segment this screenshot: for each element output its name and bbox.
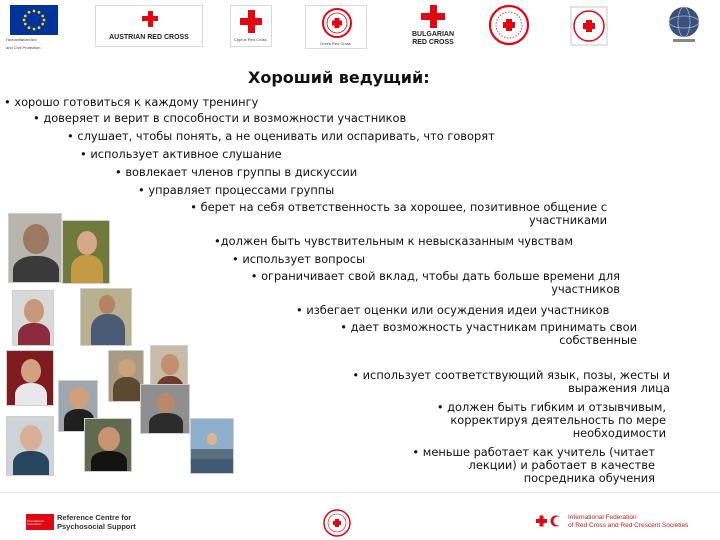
bullet-item: • ограничивает свой вклад, чтобы дать больше времени для участников [250, 269, 620, 296]
ifrc-line2: of Red Cross and Red Crescent Societies [568, 522, 689, 529]
bullet-item: • должен быть гибким и отзывчивым, корректируя деятельность по мере необходимости [436, 400, 666, 440]
red-cross-shield-icon [568, 4, 610, 48]
bullet-item: • избегает оценки или осуждения идеи участников [296, 303, 610, 317]
bullet-item: •должен быть чувствительным к невысказанным чувствам [214, 234, 573, 248]
globe-icon [665, 4, 703, 44]
bulgarian-line2: RED CROSS [412, 39, 454, 46]
red-cross-emblem-icon [306, 7, 368, 41]
bulgarian-red-cross-logo [407, 2, 459, 48]
cyprus-caption: Cyprus Red Cross [234, 37, 267, 42]
bullet-item: • слушает, чтобы понять, а не оценивать или оспаривать, что говорят [67, 129, 495, 143]
greek-caption: Greek Red Cross [320, 41, 351, 46]
participant-photo [6, 416, 54, 476]
red-cross-icon-v [248, 10, 255, 33]
bullet-item: • использует соответствующий язык, позы, жесты и выражения лица [352, 368, 670, 395]
participant-photo [140, 384, 190, 434]
bullet-item: • меньше работает как учитель (читает лекции) и работает в качестве посредника обучения [412, 445, 655, 485]
bullet-item: • вовлекает членов группы в дискуссии [115, 165, 358, 179]
ifrc-line1: International Federation [568, 514, 637, 521]
red-cross-icon-v [148, 11, 153, 27]
red-cross-crescent-icon [535, 514, 565, 528]
cyprus-red-cross-logo [230, 5, 272, 47]
eu-caption-2: and Civil Protection [6, 45, 41, 50]
austrian-red-cross-logo [95, 5, 203, 47]
footer-divider [0, 492, 720, 493]
bullet-item: • берет на себя ответственность за хорошее, позитивное общение с участниками [190, 200, 607, 227]
reference-centre-line2: Psychosocial Support [57, 522, 136, 531]
globe-logo [665, 4, 703, 44]
eu-flag-logo [10, 5, 58, 35]
austrian-label: AUSTRIAN RED CROSS [109, 34, 189, 41]
eu-caption-1: Humanitarian Aid [6, 37, 37, 42]
bullet-item: • доверяет и верит в способности и возможности участников [33, 111, 407, 125]
bullet-item: • дает возможность участникам принимать свои собственные [340, 320, 637, 347]
red-cross-icon-v [430, 5, 437, 28]
participant-photo [108, 350, 144, 402]
eu-stars-icon [10, 5, 58, 35]
participant-photo [84, 418, 132, 472]
bullet-item: • использует вопросы [232, 252, 366, 266]
reference-centre-badge-text: International Federation [27, 519, 44, 526]
reference-centre-line1: Reference Centre for [57, 513, 132, 522]
red-cross-seal-icon [485, 3, 533, 47]
page-title: Хороший ведущий: [248, 68, 430, 87]
bulgarian-line1: BULGARIAN [412, 31, 454, 38]
participant-photo [8, 213, 62, 283]
shield-red-cross-logo [568, 4, 610, 48]
bullet-item: • использует активное слушание [80, 147, 282, 161]
participant-photo [80, 288, 132, 346]
bullet-item: • управляет процессами группы [138, 183, 335, 197]
red-cross-center-emblem-icon [322, 508, 352, 538]
reference-centre-badge [26, 514, 54, 530]
landscape-photo [190, 418, 234, 474]
greek-red-cross-logo [305, 5, 367, 49]
circular-red-cross-emblem [485, 3, 533, 47]
participant-photo [62, 220, 110, 284]
participant-photo [6, 350, 54, 406]
participant-photo [12, 290, 54, 346]
bullet-item: • хорошо готовиться к каждому тренингу [4, 95, 259, 109]
